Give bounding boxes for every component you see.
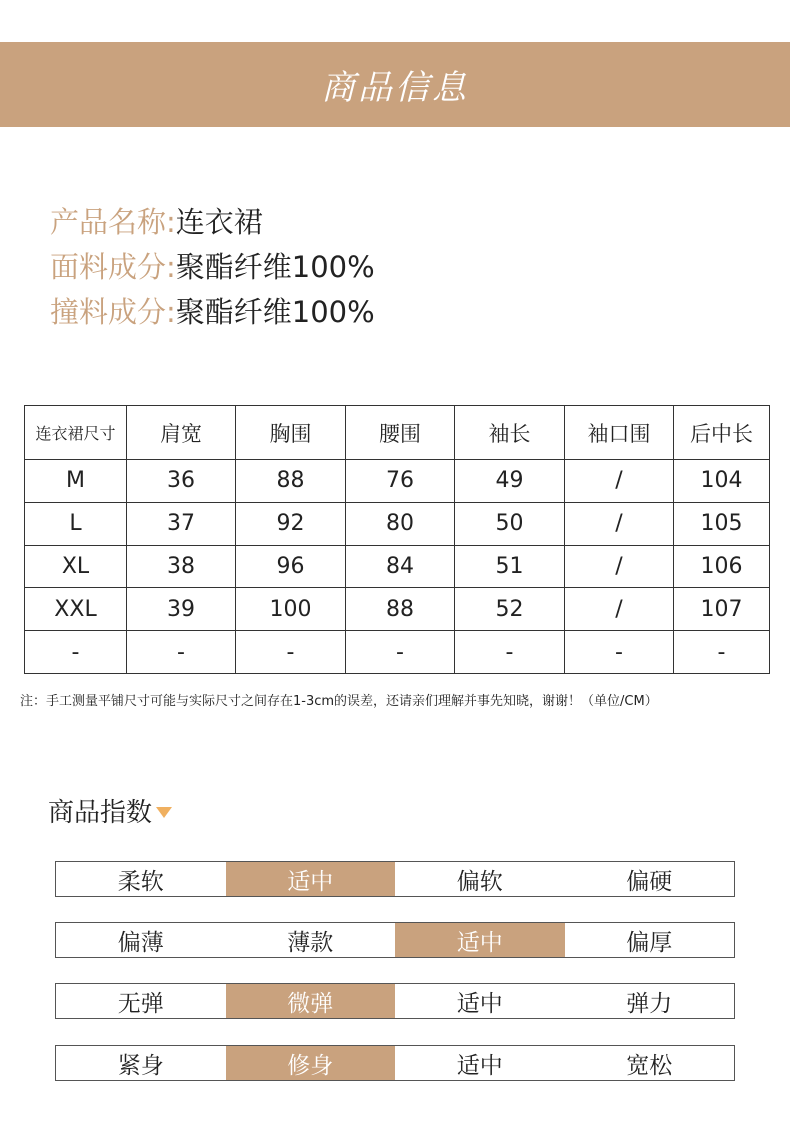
table-cell: 76 bbox=[346, 460, 455, 503]
scale-option: 弹力 bbox=[626, 990, 673, 1017]
table-cell: 50 bbox=[455, 502, 565, 545]
info-label: 面料成分: bbox=[50, 250, 176, 284]
table-cell: L bbox=[25, 502, 127, 545]
table-cell: 84 bbox=[346, 545, 455, 588]
scale-option: 偏厚 bbox=[626, 929, 673, 956]
scale-option: 偏软 bbox=[456, 868, 503, 895]
table-cell: 104 bbox=[674, 460, 770, 503]
scale-option: 柔软 bbox=[117, 868, 164, 895]
size-table bbox=[24, 405, 770, 674]
column-header: 腰围 bbox=[346, 406, 455, 460]
table-cell: 88 bbox=[346, 588, 455, 631]
scale-option: 无弹 bbox=[117, 990, 164, 1017]
table-cell: 51 bbox=[455, 545, 565, 588]
table-cell: 52 bbox=[455, 588, 565, 631]
table-cell: 38 bbox=[127, 545, 236, 588]
info-line-fabric bbox=[50, 245, 375, 286]
info-value: 连衣裙 bbox=[175, 205, 263, 239]
scale-option: 宽松 bbox=[626, 1052, 673, 1079]
table-cell: 105 bbox=[674, 502, 770, 545]
table-cell: 80 bbox=[346, 502, 455, 545]
scale-option: 适中 bbox=[226, 862, 396, 896]
triangle-down-icon bbox=[156, 807, 172, 818]
table-cell: XXL bbox=[25, 588, 127, 631]
table-cell: - bbox=[127, 631, 236, 674]
scale-option: 适中 bbox=[456, 990, 503, 1017]
info-label: 撞料成分: bbox=[50, 295, 176, 329]
column-header: 袖长 bbox=[455, 406, 565, 460]
table-cell: 107 bbox=[674, 588, 770, 631]
column-header: 胸围 bbox=[236, 406, 346, 460]
column-header: 连衣裙尺寸 bbox=[25, 406, 127, 460]
table-cell: XL bbox=[25, 545, 127, 588]
table-cell: 96 bbox=[236, 545, 346, 588]
thickness-scale bbox=[55, 922, 735, 958]
table-row bbox=[25, 460, 770, 503]
scale-option: 薄款 bbox=[287, 929, 334, 956]
table-cell: 37 bbox=[127, 502, 236, 545]
table-cell: / bbox=[565, 545, 674, 588]
fit-scale bbox=[55, 1045, 735, 1081]
table-cell: - bbox=[565, 631, 674, 674]
table-cell: 39 bbox=[127, 588, 236, 631]
scale-option: 微弹 bbox=[226, 984, 396, 1018]
table-cell: / bbox=[565, 460, 674, 503]
table-cell: 36 bbox=[127, 460, 236, 503]
info-value: 聚酯纤维100% bbox=[175, 250, 375, 284]
info-label: 产品名称: bbox=[50, 205, 176, 239]
table-cell: - bbox=[455, 631, 565, 674]
scale-option: 紧身 bbox=[117, 1052, 164, 1079]
product-index-heading bbox=[48, 792, 172, 829]
table-cell: - bbox=[674, 631, 770, 674]
column-header: 袖口围 bbox=[565, 406, 674, 460]
table-cell: M bbox=[25, 460, 127, 503]
table-cell: / bbox=[565, 588, 674, 631]
softness-scale bbox=[55, 861, 735, 897]
table-row bbox=[25, 631, 770, 674]
info-value: 聚酯纤维100% bbox=[175, 295, 375, 329]
column-header: 后中长 bbox=[674, 406, 770, 460]
elasticity-scale bbox=[55, 983, 735, 1019]
table-cell: - bbox=[346, 631, 455, 674]
table-cell: - bbox=[236, 631, 346, 674]
table-cell: - bbox=[25, 631, 127, 674]
table-row bbox=[25, 588, 770, 631]
table-cell: 100 bbox=[236, 588, 346, 631]
product-index-title: 商品指数 bbox=[48, 798, 153, 828]
table-cell: 49 bbox=[455, 460, 565, 503]
info-line-contrast-fabric bbox=[50, 290, 375, 331]
scale-option: 偏硬 bbox=[626, 868, 673, 895]
column-header: 肩宽 bbox=[127, 406, 236, 460]
scale-option: 适中 bbox=[395, 923, 565, 957]
measurement-note: 注：手工测量平铺尺寸可能与实际尺寸之间存在1-3cm的误差，还请亲们理解并事先知晓，谢谢！（单位/CM） bbox=[20, 694, 658, 709]
table-row bbox=[25, 502, 770, 545]
table-row bbox=[25, 545, 770, 588]
scale-option: 适中 bbox=[456, 1052, 503, 1079]
info-line-product-name bbox=[50, 200, 263, 241]
scale-option: 偏薄 bbox=[117, 929, 164, 956]
header-banner bbox=[0, 42, 790, 127]
size-table-header-row bbox=[25, 406, 770, 460]
table-cell: 106 bbox=[674, 545, 770, 588]
scale-option: 修身 bbox=[226, 1046, 396, 1080]
table-cell: 88 bbox=[236, 460, 346, 503]
banner-title: 商品信息 bbox=[321, 68, 469, 108]
table-cell: 92 bbox=[236, 502, 346, 545]
table-cell: / bbox=[565, 502, 674, 545]
